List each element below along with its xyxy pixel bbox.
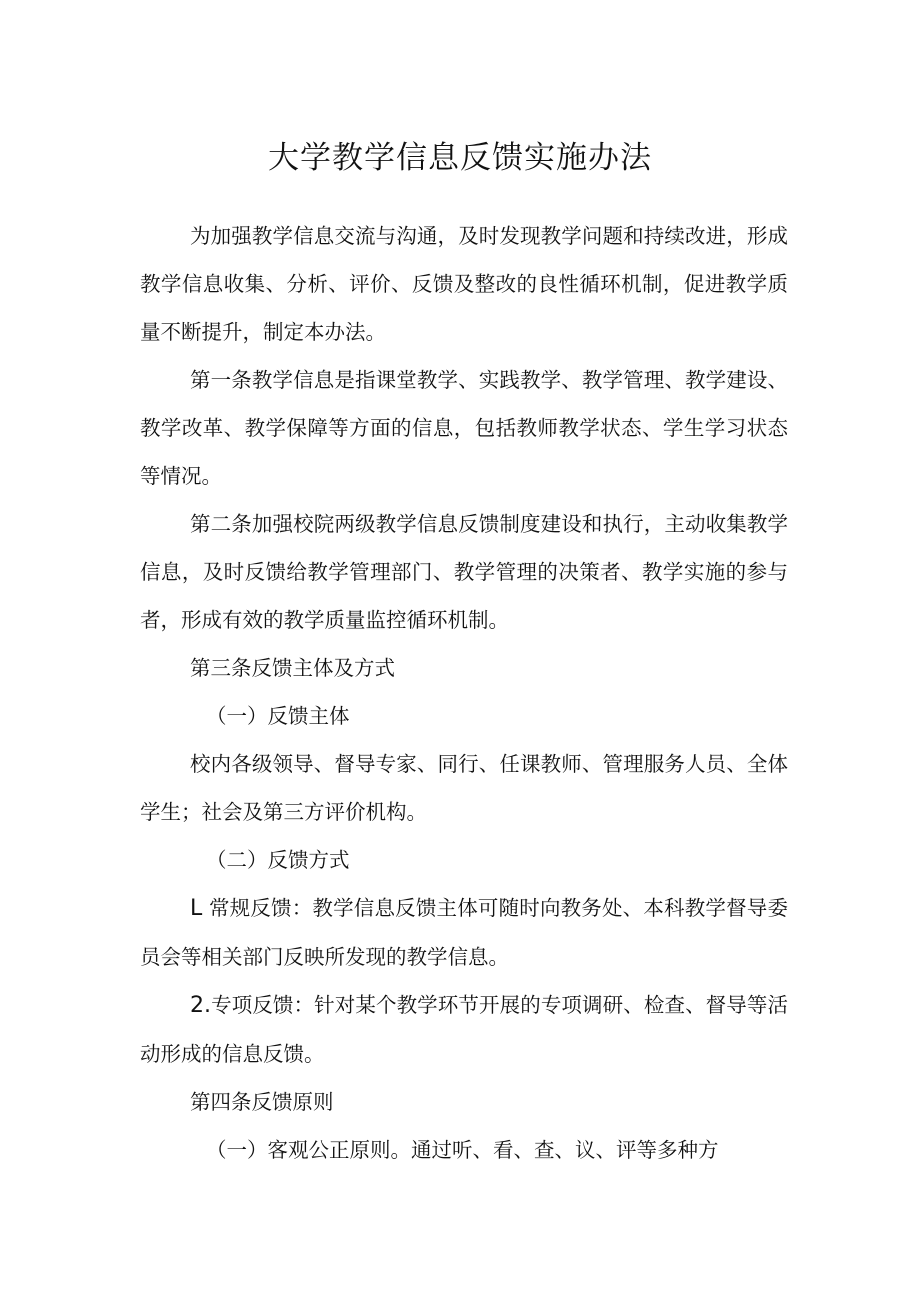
list-item-number: L — [190, 896, 203, 921]
subheading-feedback-method: （二）反馈方式 — [206, 848, 350, 872]
subheading-feedback-subject: （一）反馈主体 — [206, 704, 350, 728]
list-item-text: 常规反馈：教学信息反馈主体可随时向教务处、本科教学督导委员会等相关部门反映所发现的教学信息。 — [140, 896, 788, 969]
paragraph-objective-principle: （一）客观公正原则。通过听、看、查、议、评等多种方 — [206, 1138, 719, 1162]
document-body — [140, 212, 788, 1174]
paragraph-intro: 为加强教学信息交流与沟通，及时发现教学问题和持续改进，形成教学信息收集、分析、评价、反馈及整改的良性循环机制，促进教学质量不断提升，制定本办法。 — [140, 224, 788, 344]
list-item-text: 专项反馈：针对某个教学环节开展的专项调研、检查、督导等活动形成的信息反馈。 — [140, 993, 788, 1066]
paragraph-article-2: 第二条加强校院两级教学信息反馈制度建设和执行，主动收集教学信息，及时反馈给教学管理部门、教学管理的决策者、教学实施的参与者，形成有效的教学质量监控循环机制。 — [140, 512, 788, 632]
heading-article-3: 第三条反馈主体及方式 — [190, 656, 395, 680]
document-title: 大学教学信息反馈实施办法 — [268, 140, 652, 176]
list-item-special-feedback — [140, 981, 788, 1078]
paragraph-article-1: 第一条教学信息是指课堂教学、实践教学、教学管理、教学建设、教学改革、教学保障等方面的信息，包括教师教学状态、学生学习状态等情况。 — [140, 368, 788, 488]
paragraph-feedback-subject: 校内各级领导、督导专家、同行、任课教师、管理服务人员、全体学生；社会及第三方评价机构。 — [140, 752, 788, 824]
list-item-routine-feedback — [140, 884, 788, 981]
list-item-number: 2. — [190, 993, 211, 1018]
heading-article-4: 第四条反馈原则 — [190, 1090, 334, 1114]
